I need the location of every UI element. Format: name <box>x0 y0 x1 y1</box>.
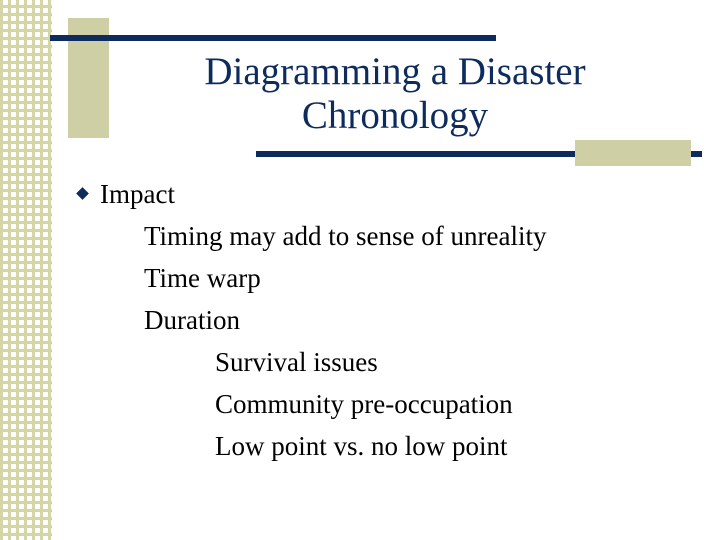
bullet-item-level-3: Community pre-occupation <box>215 389 513 419</box>
decorative-navy-bar-top <box>50 35 496 41</box>
decorative-tan-block-bottom <box>575 140 691 166</box>
bullet-item-level-3: Survival issues <box>215 347 378 377</box>
bullet-item-level-2: Timing may add to sense of unreality <box>144 221 547 251</box>
slide-title <box>120 50 670 138</box>
slide-title-line-1: Diagramming a Disaster <box>204 50 586 93</box>
bullet-item-level-1 <box>78 176 175 212</box>
bullet-item-level-3: Low point vs. no low point <box>215 431 508 461</box>
bullet-item-level-2: Duration <box>144 305 240 335</box>
bullet-item-level-2: Time warp <box>144 263 261 293</box>
decorative-stripe-pattern <box>0 0 52 540</box>
bullet-text: Impact <box>100 179 175 209</box>
diamond-bullet-icon <box>76 187 89 200</box>
slide-title-line-2: Chronology <box>301 94 489 137</box>
